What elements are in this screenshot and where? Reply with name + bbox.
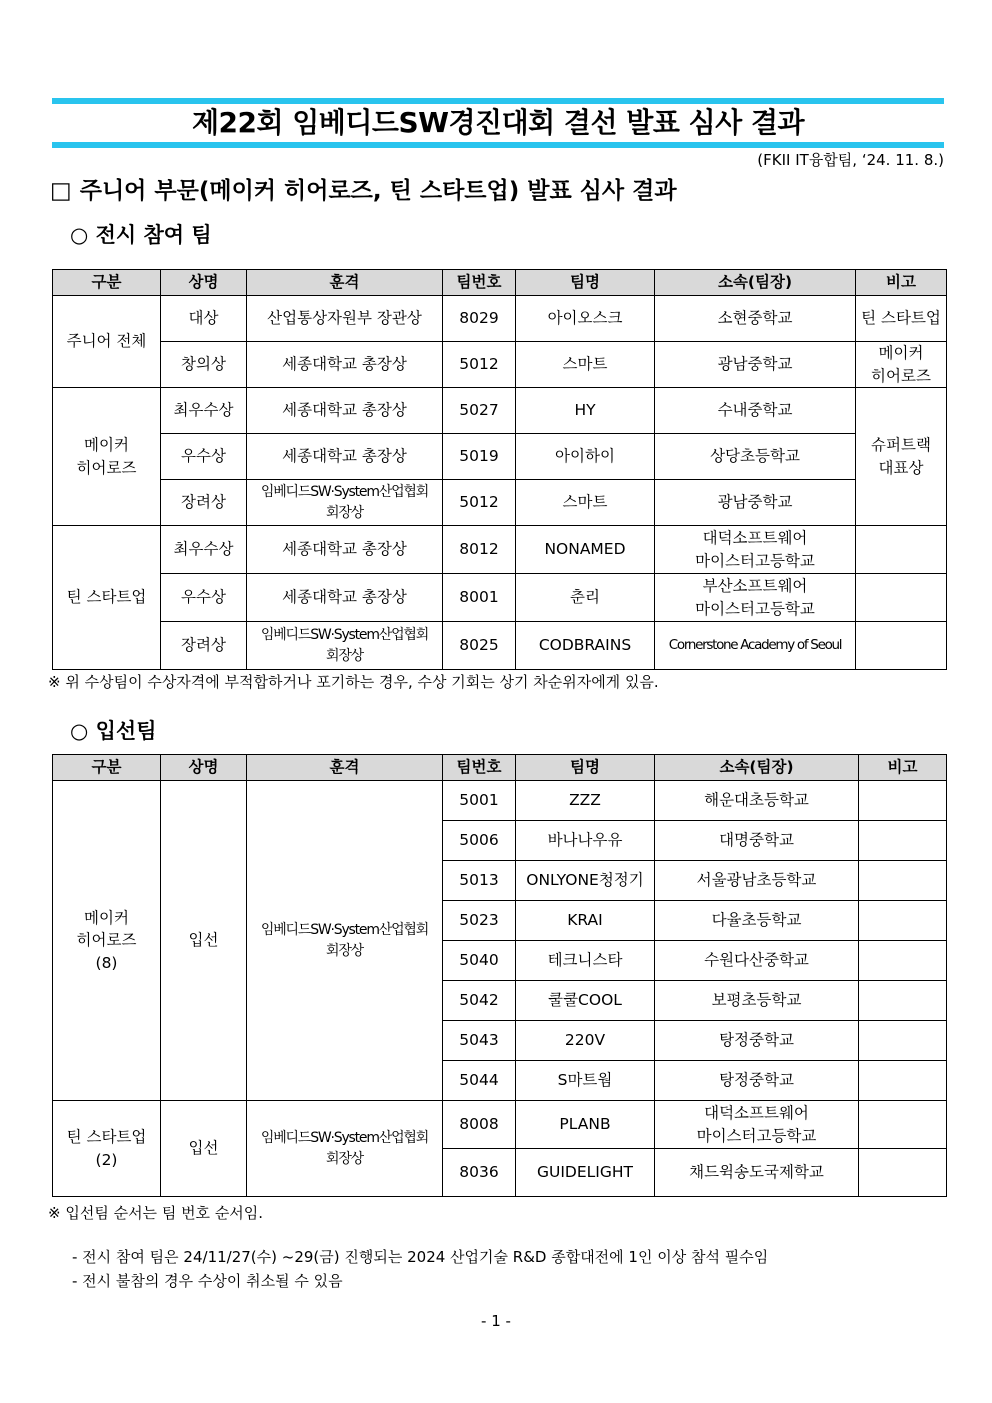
team-no-cell: 5019 xyxy=(443,434,516,480)
school-cell: 수원다산중학교 xyxy=(655,941,859,981)
team-name-cell: 춘리 xyxy=(516,574,655,622)
table-row xyxy=(53,526,947,574)
column-header: 비고 xyxy=(856,270,947,296)
table-row xyxy=(53,1101,947,1149)
team-name-cell: 스마트 xyxy=(516,342,655,388)
note-cell xyxy=(859,1061,947,1101)
column-header: 비고 xyxy=(859,755,947,781)
team-no-cell: 5043 xyxy=(443,1021,516,1061)
school-cell: 소현중학교 xyxy=(655,296,856,342)
team-no-cell: 5042 xyxy=(443,981,516,1021)
team-no-cell: 5012 xyxy=(443,342,516,388)
note-cell: 슈퍼트랙 대표상 xyxy=(856,388,947,526)
award-cell: 우수상 xyxy=(161,434,247,480)
table-header-row xyxy=(53,755,947,781)
column-header: 팀명 xyxy=(516,270,655,296)
school-cell: 보평초등학교 xyxy=(655,981,859,1021)
award-cell: 최우수상 xyxy=(161,526,247,574)
column-header: 소속(팀장) xyxy=(655,755,859,781)
finalist-heading: ○ 입선팀 xyxy=(70,719,157,743)
note-cell xyxy=(859,781,947,821)
award-cell: 창의상 xyxy=(161,342,247,388)
school-cell: 탕정중학교 xyxy=(655,1021,859,1061)
grade-cell: 산업통상자원부 장관상 xyxy=(247,296,443,342)
school-cell: 부산소프트웨어 마이스터고등학교 xyxy=(655,574,856,622)
team-no-cell: 8025 xyxy=(443,622,516,670)
award-cell: 장려상 xyxy=(161,480,247,526)
table-row xyxy=(53,574,947,622)
team-no-cell: 5001 xyxy=(443,781,516,821)
column-header: 구분 xyxy=(53,270,161,296)
grade-cell: 임베디드SW·System산업협회 회장상 xyxy=(247,781,443,1101)
team-name-cell: 아이하이 xyxy=(516,434,655,480)
group-cell: 틴 스타트업 (2) xyxy=(53,1101,161,1197)
team-name-cell: 테크니스타 xyxy=(516,941,655,981)
column-header: 팀명 xyxy=(516,755,655,781)
team-no-cell: 8036 xyxy=(443,1149,516,1197)
team-no-cell: 8029 xyxy=(443,296,516,342)
column-header: 구분 xyxy=(53,755,161,781)
group-cell: 메이커 히어로즈 (8) xyxy=(53,781,161,1101)
school-cell: 채드윅송도국제학교 xyxy=(655,1149,859,1197)
team-no-cell: 5013 xyxy=(443,861,516,901)
note-cell xyxy=(859,901,947,941)
team-name-cell: NONAMED xyxy=(516,526,655,574)
note-cell xyxy=(856,574,947,622)
team-no-cell: 5044 xyxy=(443,1061,516,1101)
section-heading: □ 주니어 부문(메이커 히어로즈, 틴 스타트업) 발표 심사 결과 xyxy=(50,178,677,204)
grade-cell: 임베디드SW·System산업협회 회장상 xyxy=(247,480,443,526)
team-name-cell: 아이오스크 xyxy=(516,296,655,342)
column-header: 상명 xyxy=(161,270,247,296)
table-header-row xyxy=(53,270,947,296)
page-number: - 1 - xyxy=(481,1312,511,1330)
table-row xyxy=(53,622,947,670)
school-cell: 광남중학교 xyxy=(655,480,856,526)
note-cell xyxy=(859,1149,947,1197)
notice-bullet: - 전시 불참의 경우 수상이 취소될 수 있음 xyxy=(72,1272,343,1290)
team-name-cell: PLANB xyxy=(516,1101,655,1149)
team-no-cell: 5012 xyxy=(443,480,516,526)
award-cell: 장려상 xyxy=(161,622,247,670)
table-row xyxy=(53,342,947,388)
team-name-cell: 220V xyxy=(516,1021,655,1061)
column-header: 상명 xyxy=(161,755,247,781)
school-cell: Cornerstone Academy of Seoul xyxy=(655,622,856,670)
grade-cell: 세종대학교 총장상 xyxy=(247,526,443,574)
column-header: 소속(팀장) xyxy=(655,270,856,296)
table-row xyxy=(53,434,947,480)
school-cell: 다율초등학교 xyxy=(655,901,859,941)
note-cell xyxy=(859,941,947,981)
team-name-cell: S마트웜 xyxy=(516,1061,655,1101)
team-name-cell: HY xyxy=(516,388,655,434)
column-header: 팀번호 xyxy=(443,270,516,296)
team-name-cell: GUIDELIGHT xyxy=(516,1149,655,1197)
exhibit-results-table xyxy=(52,269,947,670)
note-cell xyxy=(859,981,947,1021)
team-no-cell: 8008 xyxy=(443,1101,516,1149)
table-row xyxy=(53,388,947,434)
finalist-table xyxy=(52,754,947,1197)
team-name-cell: ONLYONE청정기 xyxy=(516,861,655,901)
award-cell: 대상 xyxy=(161,296,247,342)
note-cell xyxy=(859,821,947,861)
award-cell: 최우수상 xyxy=(161,388,247,434)
school-cell: 탕정중학교 xyxy=(655,1061,859,1101)
school-cell: 수내중학교 xyxy=(655,388,856,434)
exhibit-heading: ○ 전시 참여 팀 xyxy=(70,223,212,247)
team-name-cell: KRAI xyxy=(516,901,655,941)
table-row xyxy=(53,296,947,342)
table-row xyxy=(53,480,947,526)
finalist-footnote: ※ 입선팀 순서는 팀 번호 순서임. xyxy=(48,1204,264,1222)
note-cell xyxy=(859,861,947,901)
group-cell: 주니어 전체 xyxy=(53,296,161,388)
team-no-cell: 5023 xyxy=(443,901,516,941)
school-cell: 서울광남초등학교 xyxy=(655,861,859,901)
group-cell: 메이커 히어로즈 xyxy=(53,388,161,526)
team-name-cell: CODBRAINS xyxy=(516,622,655,670)
team-no-cell: 5027 xyxy=(443,388,516,434)
grade-cell: 임베디드SW·System산업협회 회장상 xyxy=(247,622,443,670)
school-cell: 대덕소프트웨어 마이스터고등학교 xyxy=(655,1101,859,1149)
column-header: 훈격 xyxy=(247,270,443,296)
team-no-cell: 5006 xyxy=(443,821,516,861)
column-header: 팀번호 xyxy=(443,755,516,781)
note-cell: 틴 스타트업 xyxy=(856,296,947,342)
award-cell: 입선 xyxy=(161,781,247,1101)
document-subtitle: (FKII IT융합팀, ‘24. 11. 8.) xyxy=(757,151,944,169)
team-name-cell: 바나나우유 xyxy=(516,821,655,861)
note-cell: 메이커 히어로즈 xyxy=(856,342,947,388)
grade-cell: 임베디드SW·System산업협회 회장상 xyxy=(247,1101,443,1197)
document-title: 제22회 임베디드SW경진대회 결선 발표 심사 결과 xyxy=(191,106,805,139)
school-cell: 대덕소프트웨어 마이스터고등학교 xyxy=(655,526,856,574)
grade-cell: 세종대학교 총장상 xyxy=(247,574,443,622)
team-no-cell: 8012 xyxy=(443,526,516,574)
team-no-cell: 5040 xyxy=(443,941,516,981)
notice-bullet: - 전시 참여 팀은 24/11/27(수) ~29(금) 진행되는 2024 산업기술 R&D 종합대전에 1인 이상 참석 필수임 xyxy=(72,1248,769,1266)
award-cell: 우수상 xyxy=(161,574,247,622)
school-cell: 상당초등학교 xyxy=(655,434,856,480)
team-no-cell: 8001 xyxy=(443,574,516,622)
note-cell xyxy=(859,1021,947,1061)
group-cell: 틴 스타트업 xyxy=(53,526,161,670)
column-header: 훈격 xyxy=(247,755,443,781)
team-name-cell: 스마트 xyxy=(516,480,655,526)
team-name-cell: ZZZ xyxy=(516,781,655,821)
grade-cell: 세종대학교 총장상 xyxy=(247,388,443,434)
school-cell: 대명중학교 xyxy=(655,821,859,861)
school-cell: 해운대초등학교 xyxy=(655,781,859,821)
grade-cell: 세종대학교 총장상 xyxy=(247,434,443,480)
team-name-cell: 쿨쿨COOL xyxy=(516,981,655,1021)
note-cell xyxy=(859,1101,947,1149)
note-cell xyxy=(856,622,947,670)
grade-cell: 세종대학교 총장상 xyxy=(247,342,443,388)
table-row xyxy=(53,781,947,821)
school-cell: 광남중학교 xyxy=(655,342,856,388)
note-cell xyxy=(856,526,947,574)
award-cell: 입선 xyxy=(161,1101,247,1197)
title-bottom-rule xyxy=(52,142,944,148)
exhibit-footnote: ※ 위 수상팀이 수상자격에 부적합하거나 포기하는 경우, 수상 기회는 상기 차순위자에게 있음. xyxy=(48,673,659,691)
